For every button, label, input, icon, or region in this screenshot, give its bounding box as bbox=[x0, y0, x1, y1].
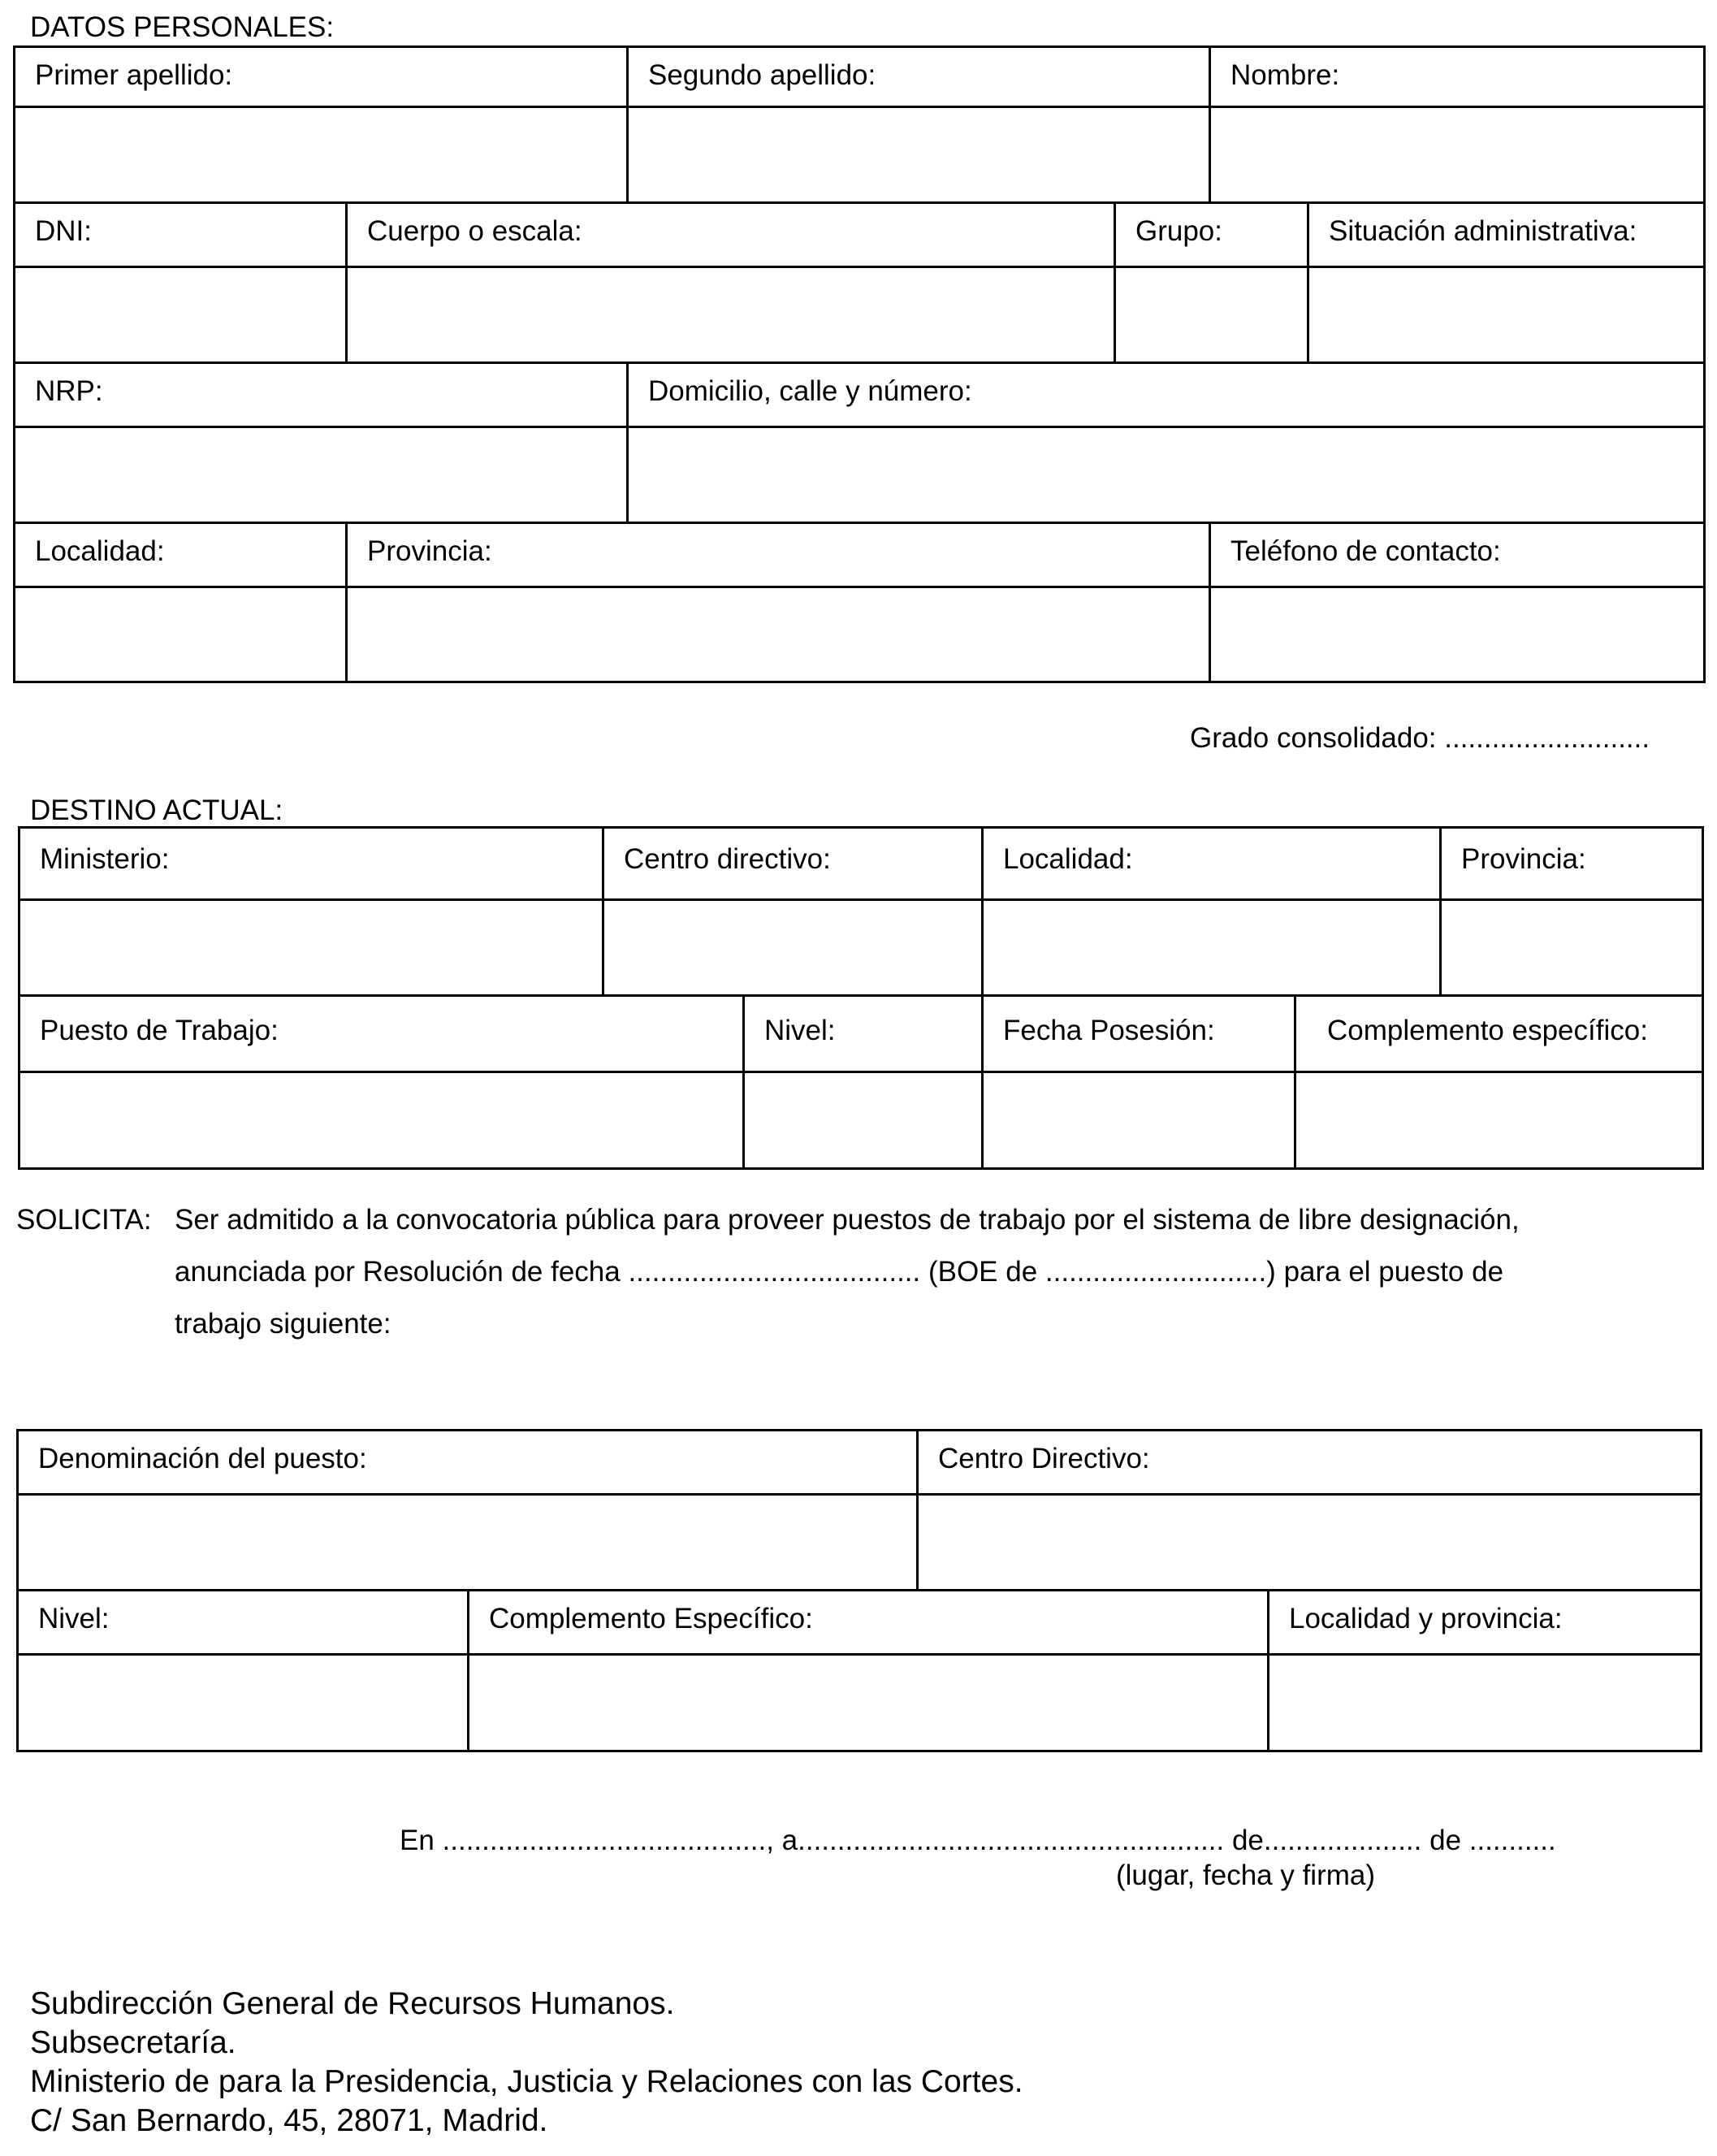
nombre-field[interactable] bbox=[1211, 108, 1703, 204]
localidad-provincia-field[interactable] bbox=[1269, 1656, 1700, 1750]
centro-directivo-field[interactable] bbox=[604, 901, 984, 997]
complemento-solicitado-label-cell bbox=[469, 1591, 1269, 1656]
puesto-trabajo-label: Puesto de Trabajo: bbox=[40, 1015, 279, 1046]
dni-label: DNI: bbox=[35, 215, 92, 247]
situacion-label: Situación administrativa: bbox=[1329, 215, 1637, 247]
solicita-line-2: anunciada por Resolución de fecha ..................................... (BOE de ............................) para el puesto de bbox=[175, 1256, 1504, 1288]
localidad-provincia-label-cell bbox=[1269, 1591, 1700, 1656]
provincia-actual-field[interactable] bbox=[1442, 901, 1702, 997]
cuerpo-field[interactable] bbox=[348, 268, 1116, 364]
ministerio-field[interactable] bbox=[20, 901, 604, 997]
footer-line-3: Ministerio de para la Presidencia, Justicia y Relaciones con las Cortes. bbox=[30, 2064, 1023, 2099]
dni-label-cell bbox=[15, 204, 348, 268]
nivel-solicitado-label-cell bbox=[19, 1591, 469, 1656]
centro-directivo-label: Centro directivo: bbox=[624, 843, 831, 875]
fecha-posesion-field[interactable] bbox=[984, 1073, 1296, 1167]
localidad-label-cell bbox=[15, 524, 348, 588]
domicilio-field[interactable] bbox=[629, 428, 1703, 524]
provincia-label-cell bbox=[348, 524, 1211, 588]
situacion-field[interactable] bbox=[1309, 268, 1703, 364]
complemento-actual-label: Complemento específico: bbox=[1327, 1015, 1648, 1046]
localidad-label: Localidad: bbox=[35, 535, 165, 567]
nrp-label: NRP: bbox=[35, 375, 103, 407]
firma-caption: (lugar, fecha y firma) bbox=[1116, 1859, 1375, 1891]
primer-apellido-label-cell bbox=[15, 48, 629, 108]
provincia-actual-label: Provincia: bbox=[1461, 843, 1586, 875]
telefono-label-cell bbox=[1211, 524, 1703, 588]
denominacion-label-cell bbox=[19, 1431, 919, 1496]
ministerio-label: Ministerio: bbox=[40, 843, 170, 875]
centro-solicitado-field[interactable] bbox=[919, 1496, 1700, 1591]
telefono-field[interactable] bbox=[1211, 588, 1703, 681]
nombre-label-cell bbox=[1211, 48, 1703, 108]
fecha-posesion-label-cell bbox=[984, 997, 1296, 1073]
footer-line-2: Subsecretaría. bbox=[30, 2025, 236, 2060]
provincia-label: Provincia: bbox=[367, 535, 492, 567]
nivel-actual-label: Nivel: bbox=[764, 1015, 836, 1046]
denominacion-label: Denominación del puesto: bbox=[38, 1443, 367, 1474]
footer-line-1: Subdirección General de Recursos Humanos. bbox=[30, 1986, 675, 2021]
grupo-label-cell bbox=[1116, 204, 1309, 268]
segundo-apellido-label: Segundo apellido: bbox=[648, 59, 876, 91]
nivel-solicitado-field[interactable] bbox=[19, 1656, 469, 1750]
telefono-label: Teléfono de contacto: bbox=[1230, 535, 1501, 567]
solicita-line-1: Ser admitido a la convocatoria pública para proveer puestos de trabajo por el sistema de libre designación, bbox=[175, 1204, 1520, 1236]
domicilio-label: Domicilio, calle y número: bbox=[648, 375, 972, 407]
solicita-line-3: trabajo siguiente: bbox=[175, 1308, 391, 1340]
centro-solicitado-label-cell bbox=[919, 1431, 1700, 1496]
grupo-field[interactable] bbox=[1116, 268, 1309, 364]
nrp-label-cell bbox=[15, 364, 629, 428]
complemento-solicitado-label: Complemento Específico: bbox=[489, 1603, 813, 1634]
localidad-provincia-label: Localidad y provincia: bbox=[1289, 1603, 1563, 1634]
puesto-trabajo-label-cell bbox=[20, 997, 745, 1073]
nrp-field[interactable] bbox=[15, 428, 629, 524]
primer-apellido-field[interactable] bbox=[15, 108, 629, 204]
destino-actual-heading: DESTINO ACTUAL: bbox=[30, 794, 283, 826]
centro-directivo-label-cell bbox=[604, 829, 984, 901]
nivel-actual-label-cell bbox=[745, 997, 984, 1073]
footer-line-4: C/ San Bernardo, 45, 28071, Madrid. bbox=[30, 2103, 548, 2138]
fecha-posesion-label: Fecha Posesión: bbox=[1003, 1015, 1215, 1046]
cuerpo-label: Cuerpo o escala: bbox=[367, 215, 582, 247]
complemento-actual-label-cell bbox=[1296, 997, 1702, 1073]
dni-field[interactable] bbox=[15, 268, 348, 364]
datos-personales-table bbox=[13, 45, 1706, 683]
complemento-solicitado-field[interactable] bbox=[469, 1656, 1269, 1750]
nombre-label: Nombre: bbox=[1230, 59, 1340, 91]
puesto-solicitado-table bbox=[16, 1429, 1702, 1752]
puesto-trabajo-field[interactable] bbox=[20, 1073, 745, 1167]
datos-personales-heading: DATOS PERSONALES: bbox=[30, 11, 335, 43]
primer-apellido-label: Primer apellido: bbox=[35, 59, 233, 91]
segundo-apellido-field[interactable] bbox=[629, 108, 1211, 204]
segundo-apellido-label-cell bbox=[629, 48, 1211, 108]
ministerio-label-cell bbox=[20, 829, 604, 901]
provincia-field[interactable] bbox=[348, 588, 1211, 681]
localidad-actual-field[interactable] bbox=[984, 901, 1442, 997]
firma-line: En ........................................., a...................................................... de.................... de ........... bbox=[400, 1825, 1556, 1856]
destino-actual-table bbox=[18, 826, 1704, 1170]
denominacion-field[interactable] bbox=[19, 1496, 919, 1591]
localidad-actual-label-cell bbox=[984, 829, 1442, 901]
centro-solicitado-label: Centro Directivo: bbox=[938, 1443, 1150, 1474]
situacion-label-cell bbox=[1309, 204, 1703, 268]
localidad-actual-label: Localidad: bbox=[1003, 843, 1133, 875]
grado-consolidado: Grado consolidado: .......................... bbox=[1190, 722, 1650, 754]
provincia-actual-label-cell bbox=[1442, 829, 1702, 901]
grupo-label: Grupo: bbox=[1135, 215, 1222, 247]
cuerpo-label-cell bbox=[348, 204, 1116, 268]
solicita-label: SOLICITA: bbox=[16, 1204, 152, 1236]
nivel-solicitado-label: Nivel: bbox=[38, 1603, 110, 1634]
nivel-actual-field[interactable] bbox=[745, 1073, 984, 1167]
localidad-field[interactable] bbox=[15, 588, 348, 681]
domicilio-label-cell bbox=[629, 364, 1703, 428]
complemento-actual-field[interactable] bbox=[1296, 1073, 1702, 1167]
